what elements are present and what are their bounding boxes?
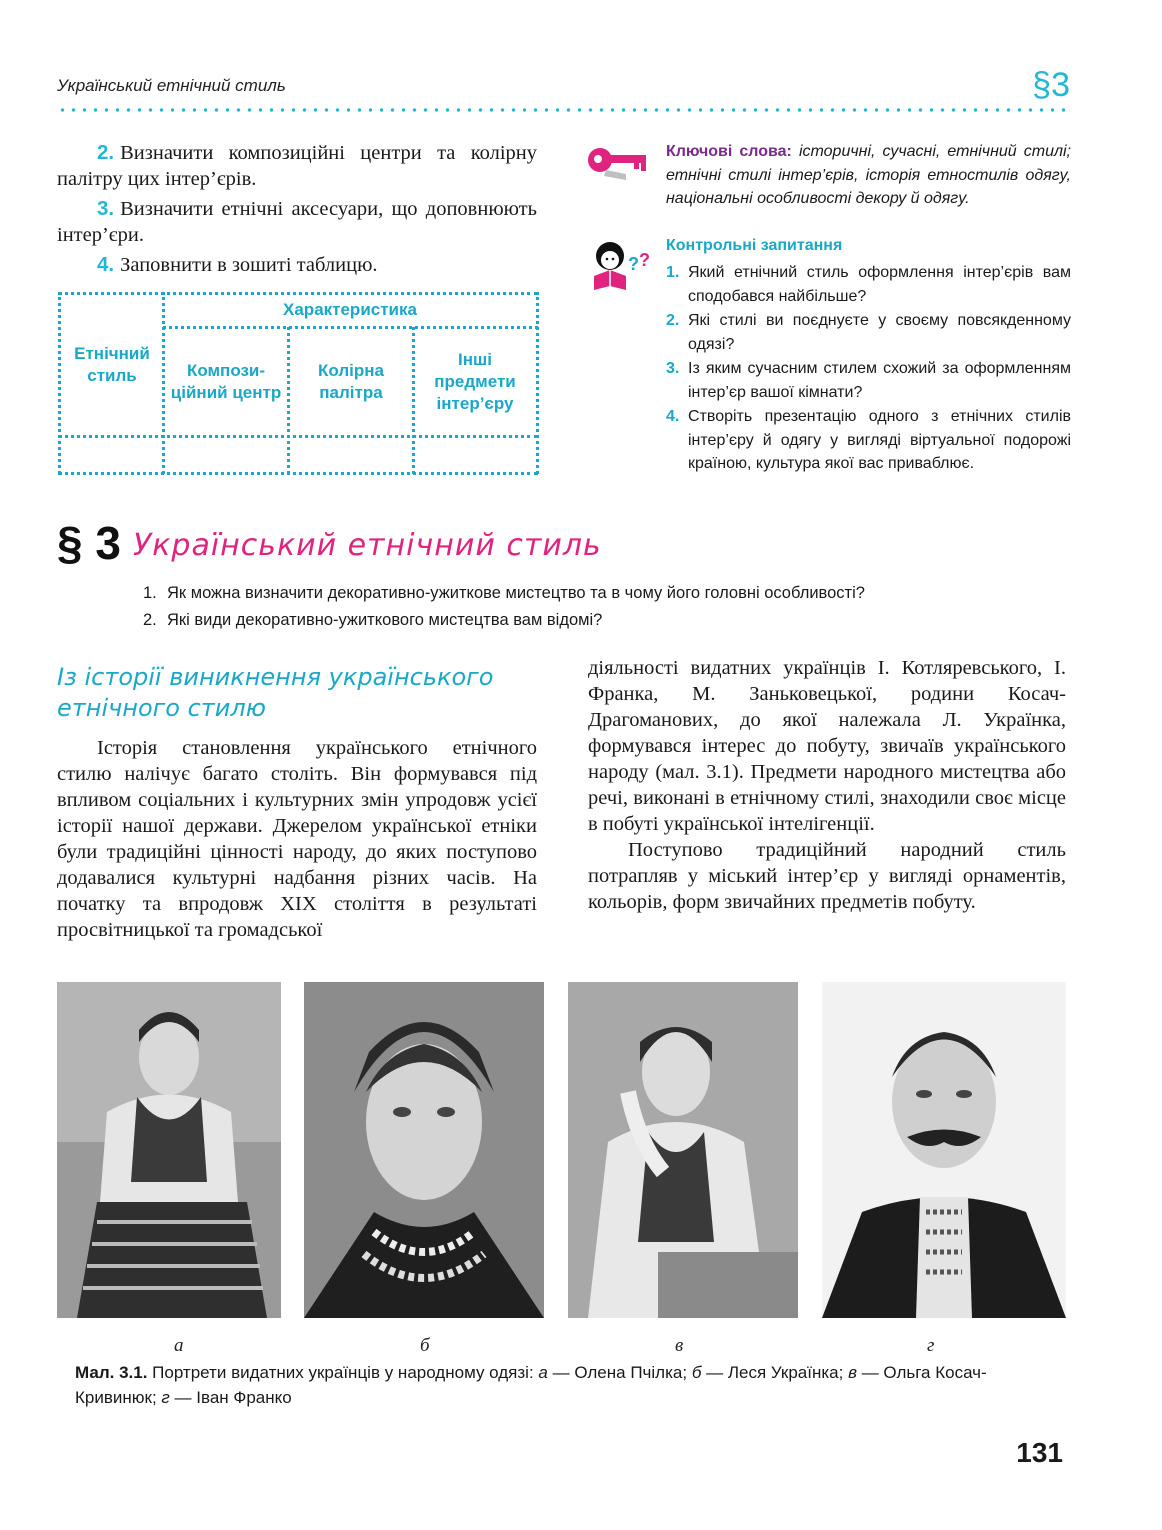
portrait-photo-v xyxy=(568,982,798,1318)
figure-letter: а xyxy=(174,1335,184,1356)
keywords-text: історичні, сучасні, етнічний стилі; етнічні стилі інтер’єрів, історія етностилів одягу, національні особливості декору й одягу. xyxy=(666,143,1071,207)
control-question-item: 3. Із яким сучасним стилем схожий за оформленням інтер’єр вашої кімнати? xyxy=(666,360,1071,401)
figure-letter: г xyxy=(927,1335,935,1356)
control-questions-title: Контрольні запитання xyxy=(666,237,843,254)
body-right-column xyxy=(588,655,1066,915)
intro-question: 1. Як можна визначити декоративно-ужиткове мистецтво та в чому його головні особливості? xyxy=(143,584,865,602)
svg-text:?: ? xyxy=(639,250,650,270)
task-item: 4. Заповнити в зошиті таблицю. xyxy=(97,253,378,276)
body-left-column xyxy=(57,735,537,943)
portrait-photo-b xyxy=(304,982,544,1318)
control-question-item: 1. Який етнічний стиль оформлення інтер’єрів вам сподобався найбільше? xyxy=(666,264,1071,305)
section-title: Український етнічний стиль xyxy=(133,528,602,563)
body-paragraph: Поступово традиційний народний стиль потрапляв у міський інтер’єр у вигляді орнаментів, кольорів, форм звичайних предметів побуту. xyxy=(588,839,1066,913)
reading-girl-question-icon xyxy=(588,240,654,292)
table-column-header: Компози-ційний центр xyxy=(170,361,282,402)
body-paragraph: діяльності видатних українців І. Котляревського, І. Франка, М. Заньковецької, родини Косач-Драгоманових, до якої належала Л. Українка, формувався інтерес до побуту, звичаїв українського народу (мал. 3.1). Предмети народного мистецтва або речі, виконані в етнічному стилі, знаходили своє місце в побуті української інтелігенції. xyxy=(588,657,1066,835)
keywords-block xyxy=(666,140,1071,211)
subsection-title: Із історії виникнення українського етнічного стилю xyxy=(57,663,494,722)
intro-question: 2. Які види декоративно-ужиткового мистецтва вам відомі? xyxy=(143,611,603,629)
figure-letter: в xyxy=(675,1335,684,1356)
running-title: Український етнічний стиль xyxy=(57,76,286,95)
keywords-label: Ключові слова: xyxy=(666,143,792,160)
task-item: 2. Визначити композиційні центри та колірну палітру цих інтер’єрів. xyxy=(57,141,537,190)
table-row-header: Етнічний стиль xyxy=(74,343,150,385)
task-item: 3. Визначити етнічні аксесуари, що доповнюють інтер’єри. xyxy=(57,197,537,246)
page-number: 131 xyxy=(1016,1437,1063,1468)
characteristics-table xyxy=(58,292,538,474)
body-paragraph: Історія становлення українського етнічного стилю налічує багато століть. Він формувався під впливом соціальних і культурних змін упродовж усієї історії нашої держави. Джерелом української етніки були традиційні цінності народу, до яких поступово додавалися культурні надбання різних часів. На початку та впродовж XIX століття в результаті просвітницької та громадської xyxy=(57,737,537,941)
portrait-photo-a xyxy=(57,982,281,1318)
table-column-header: Колірна палітра xyxy=(318,361,384,402)
table-group-header: Характеристика xyxy=(283,300,417,319)
key-icon xyxy=(586,140,652,182)
running-section-mark: §3 xyxy=(1032,66,1070,104)
control-question-item: 4. Створіть презентацію одного з етнічних стилів інтер’єру й одягу у вигляді віртуальної подорожі країною, культура якої вас приваблює. xyxy=(666,408,1071,472)
control-question-item: 2. Які стилі ви поєднуєте у своєму повсякденному одязі? xyxy=(666,312,1071,353)
figure-caption: Мал. 3.1. Портрети видатних українців у народному одязі: а — Олена Пчілка; б — Леся Українка; в — Ольга Косач-Кривинюк; г — Іван Франко xyxy=(75,1363,987,1407)
portrait-photo-g xyxy=(822,982,1066,1318)
table-column-header: Інші предмети інтер’єру xyxy=(434,350,516,413)
section-mark: § 3 xyxy=(57,517,121,569)
header-dotted-rule xyxy=(57,108,1070,112)
figure-letter: б xyxy=(420,1335,430,1356)
svg-text:?: ? xyxy=(628,254,639,274)
